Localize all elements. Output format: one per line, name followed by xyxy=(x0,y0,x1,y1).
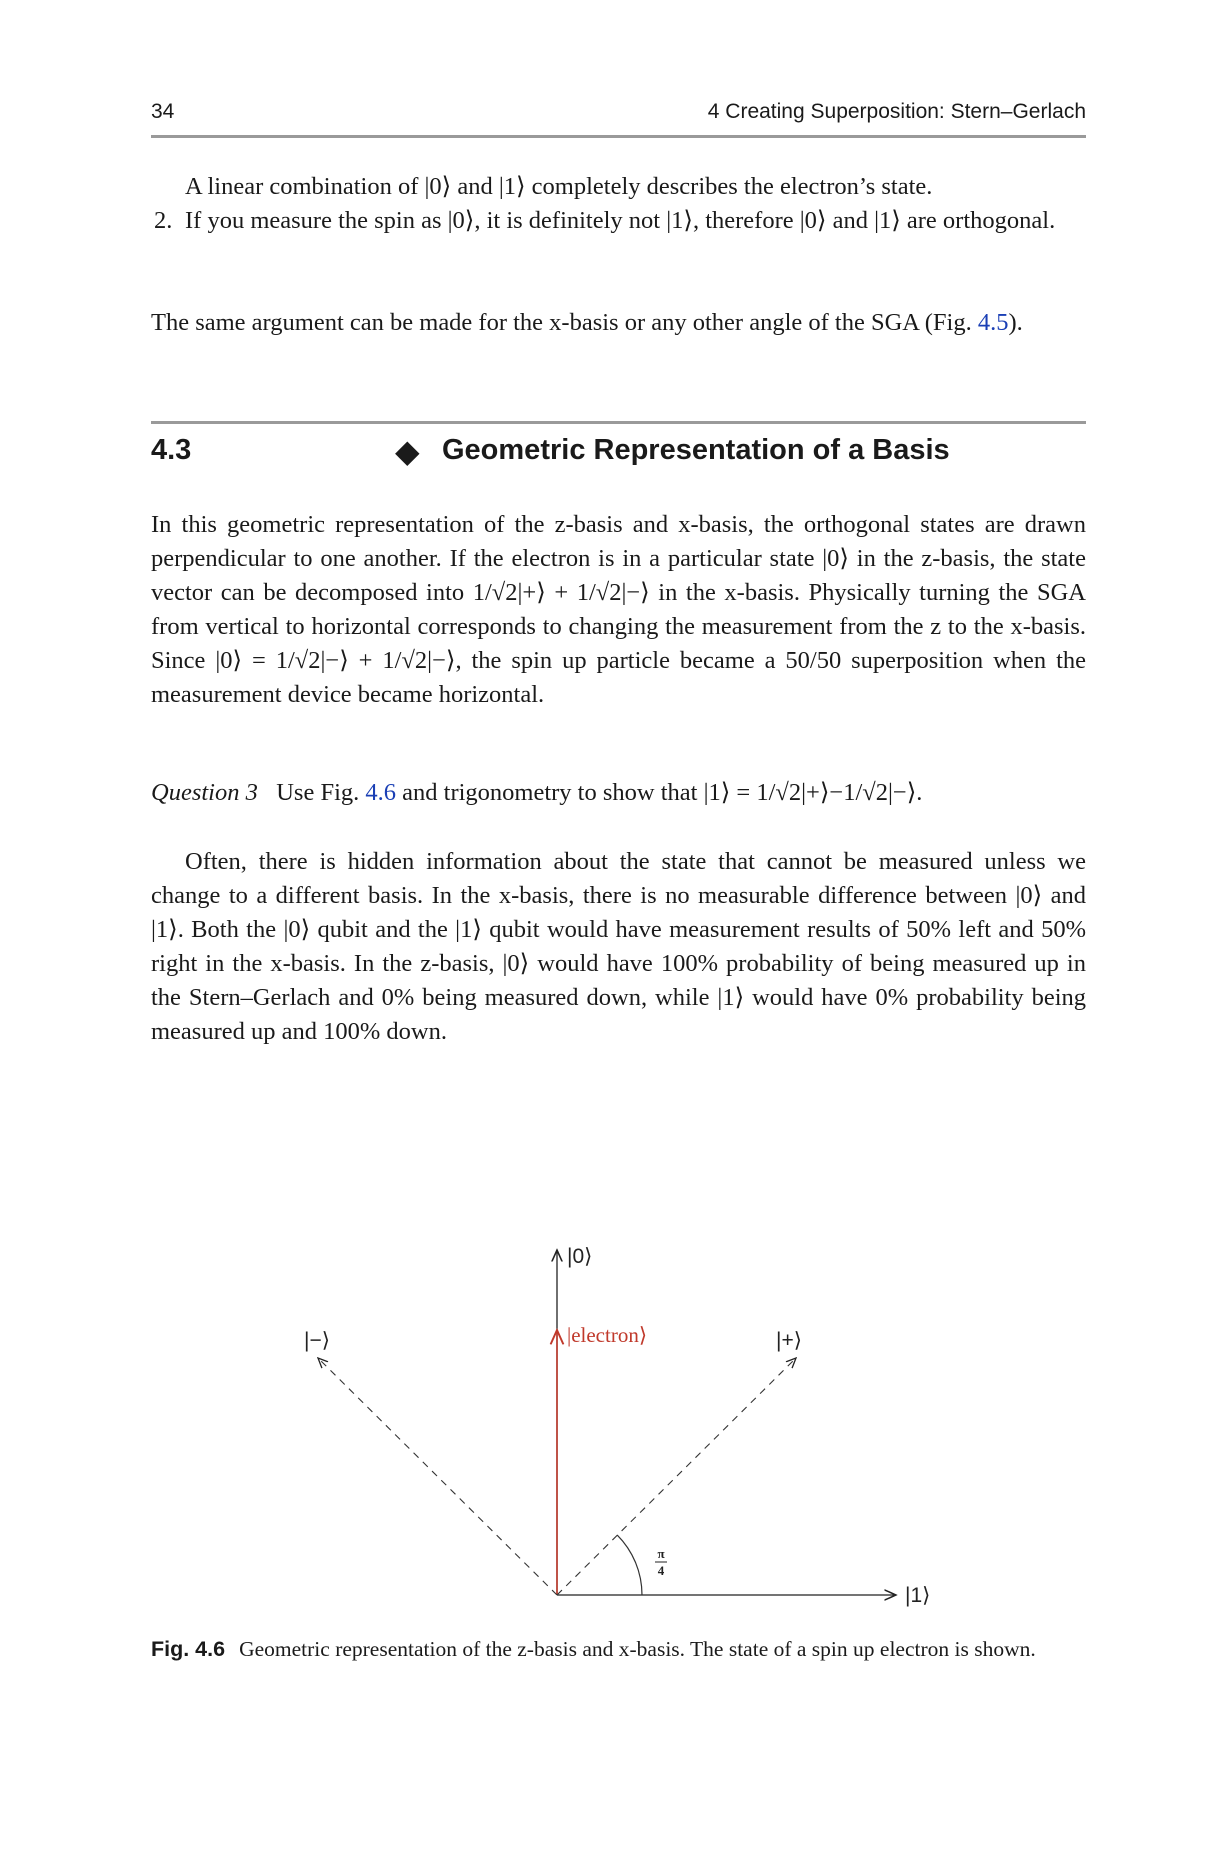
figure-link-4-6[interactable]: 4.6 xyxy=(365,779,397,806)
label-minus: |−⟩ xyxy=(304,1329,330,1352)
paragraph-same-argument xyxy=(151,306,1086,340)
section-heading xyxy=(151,434,1086,478)
figure-caption xyxy=(151,1635,1086,1664)
figure-basis-diagram xyxy=(280,1230,940,1625)
label-one: |1⟩ xyxy=(905,1584,931,1607)
diamond-icon: ◆ xyxy=(395,433,420,469)
list-item-2 xyxy=(151,204,1086,238)
paragraph-text: In this geometric representation of the z-basis and x-basis, the orthogonal states are drawn perpendicular to one another. If the electron is in a particular state |0⟩ in the z-basis, the state vector can be decomposed into 1/√2|+⟩ + 1/√2|−⟩ in the x-basis. Physically turning the SGA from vertical to horizontal corresponds to changing the measurement from the z to the x-basis. Since |0⟩ = 1/√2|−⟩ + 1/√2|−⟩, the spin up particle became a 50/50 superposition when the measurement device became horizontal. xyxy=(151,511,1086,708)
paragraph-hidden-information xyxy=(151,845,1086,1049)
section-number: 4.3 xyxy=(151,434,192,466)
question-text: Use Fig. xyxy=(276,779,366,806)
angle-numerator: π xyxy=(657,1546,665,1561)
question-block xyxy=(151,776,1086,810)
list-continuation: A linear combination of |0⟩ and |1⟩ completely describes the electron’s state. xyxy=(185,173,933,200)
label-plus: |+⟩ xyxy=(776,1329,802,1352)
label-electron: |electron⟩ xyxy=(567,1323,648,1347)
angle-arc xyxy=(617,1535,642,1595)
question-label: Question 3 xyxy=(151,779,258,806)
section-rule xyxy=(151,421,1086,424)
list-number: 2. xyxy=(154,207,173,234)
paragraph-text: Often, there is hidden information about the state that cannot be measured unless we change to a different basis. In the x-basis, there is no measurable difference between |0⟩ and |1⟩. Both the |0⟩ qubit and the |1⟩ qubit would have measurement results of 50% left and 50% right in the x-basis. In the z-basis, |0⟩ would have 100% probability of being measured up in the Stern–Gerlach and 0% being measured down, while |1⟩ would have 0% probability being measured up and 100% down. xyxy=(151,848,1086,1045)
running-head xyxy=(151,100,1086,130)
figure-link-4-5[interactable]: 4.5 xyxy=(977,309,1009,336)
header-rule xyxy=(151,135,1086,138)
plus-vector xyxy=(557,1358,796,1595)
intro-block xyxy=(151,170,1086,238)
caption-text: Geometric representation of the z-basis and x-basis. The state of a spin up electron is shown. xyxy=(239,1637,1036,1661)
paragraph-text: The same argument can be made for the x-basis or any other angle of the SGA (Fig. xyxy=(151,309,978,336)
paragraph-text-end: ). xyxy=(1008,309,1023,336)
page-number: 34 xyxy=(151,100,175,123)
section-title: Geometric Representation of a Basis xyxy=(442,434,950,466)
minus-vector xyxy=(318,1358,557,1595)
question-text-end: and trigonometry to show that |1⟩ = 1/√2|+⟩−1/√2|−⟩. xyxy=(396,779,923,806)
list-item-text: If you measure the spin as |0⟩, it is definitely not |1⟩, therefore |0⟩ and |1⟩ are orthogonal. xyxy=(185,207,1056,234)
chapter-title: 4 Creating Superposition: Stern–Gerlach xyxy=(707,100,1086,123)
label-zero: |0⟩ xyxy=(567,1245,593,1268)
angle-denominator: 4 xyxy=(657,1563,665,1578)
caption-label: Fig. 4.6 xyxy=(151,1637,226,1661)
paragraph-geometric xyxy=(151,508,1086,712)
